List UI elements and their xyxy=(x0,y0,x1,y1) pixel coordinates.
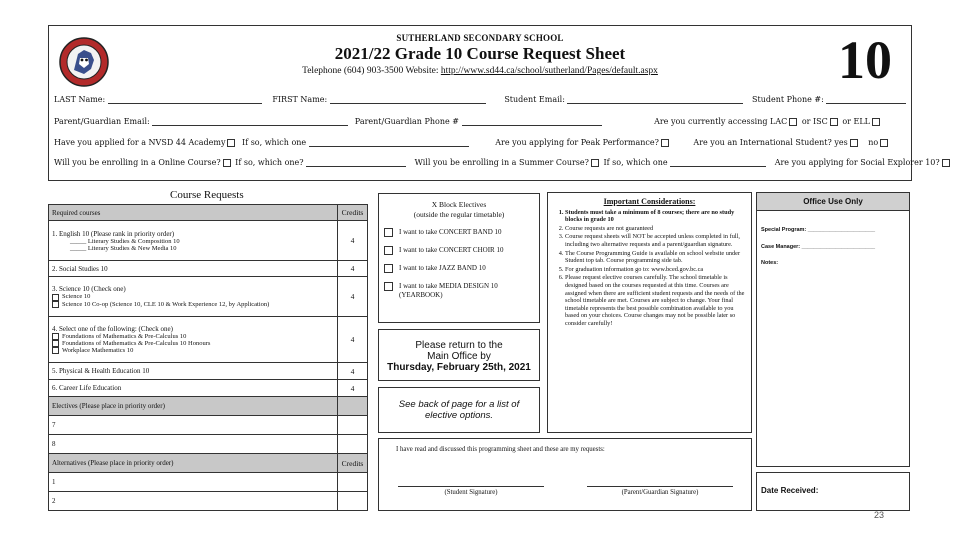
see-back-box xyxy=(378,387,540,433)
consideration-item: 4. The Course Programming Guide is available on school website under Student top tab. Course programming side tab. xyxy=(565,250,746,265)
consideration-item: 3. Course request sheets will NOT be accepted unless completed in full, including two alternative requests and a parent/guardian signature. xyxy=(565,233,746,248)
consideration-item: 2. Course requests are not guaranteed xyxy=(565,225,746,233)
electives-header-row xyxy=(49,397,368,416)
summer-which-label: If so, which one xyxy=(603,158,668,167)
xblock-title: X Block Electives xyxy=(431,200,487,209)
social-studies-label: 2. Social Studies 10 xyxy=(49,261,338,277)
phe-credits: 4 xyxy=(338,363,368,380)
page-number: 23 xyxy=(874,510,885,520)
xblock-electives-box xyxy=(378,193,540,323)
social-explorer-label: Are you applying for Social Explorer 10? xyxy=(774,158,940,167)
nvsd-academy-checkbox[interactable] xyxy=(227,139,235,147)
website-link[interactable]: http://www.sd44.ca/school/sutherland/Pages/default.aspx xyxy=(440,66,658,76)
contact-line xyxy=(0,66,960,76)
math-option-1: Foundations of Mathematics & Pre-Calculus 10 xyxy=(62,332,187,340)
concert-choir-label: I want to take CONCERT CHOIR 10 xyxy=(399,246,504,254)
consideration-item: 5. For graduation information go to: www.bced.gov.bc.ca xyxy=(565,266,746,274)
xblock-subtitle: (outside the regular timetable) xyxy=(413,210,505,219)
table-row-social-studies xyxy=(49,261,368,277)
office-case-manager: Case Manager: ________________________ xyxy=(761,244,876,250)
isc-checkbox[interactable] xyxy=(830,118,838,126)
online-which-label: If so, which one? xyxy=(235,158,304,167)
isc-label: or ISC xyxy=(801,117,828,126)
last-name-label: LAST Name: xyxy=(54,95,106,104)
student-signature-line[interactable] xyxy=(398,486,544,487)
return-line-1: Please return to the xyxy=(415,340,503,351)
xblock-option-concert-band[interactable] xyxy=(384,228,534,237)
parent-phone-label: Parent/Guardian Phone # xyxy=(354,117,459,126)
website-label: Website: xyxy=(405,66,439,76)
international-no-checkbox[interactable] xyxy=(880,139,888,147)
math-option-3-checkbox[interactable] xyxy=(52,347,59,354)
see-back-line-2: elective options. xyxy=(424,410,494,421)
see-back-line-1: See back of page for a list of xyxy=(398,399,520,410)
english-credits: 4 xyxy=(338,221,368,261)
xblock-option-media-design[interactable] xyxy=(384,282,534,300)
student-signature-label: (Student Signature) xyxy=(444,489,498,496)
math-credits: 4 xyxy=(338,317,368,363)
summer-which-field[interactable] xyxy=(670,158,766,167)
math-option-2: Foundations of Mathematics & Pre-Calculus 10 Honours xyxy=(62,339,211,347)
student-email-field[interactable] xyxy=(567,95,743,104)
online-which-field[interactable] xyxy=(306,158,406,167)
credits-header: Credits xyxy=(338,205,368,221)
first-name-field[interactable] xyxy=(330,95,486,104)
social-explorer-checkbox[interactable] xyxy=(942,159,950,167)
science-option-2-row[interactable] xyxy=(52,301,334,308)
online-course-label: Will you be enrolling in a Online Course? xyxy=(54,158,221,167)
table-row-elective-8[interactable] xyxy=(49,435,368,454)
social-studies-credits: 4 xyxy=(338,261,368,277)
grade-number: 10 xyxy=(838,30,892,90)
concert-choir-checkbox[interactable] xyxy=(384,246,393,255)
table-row-english xyxy=(49,221,368,261)
required-header-row xyxy=(49,205,368,221)
math-option-1-row[interactable] xyxy=(52,333,334,340)
concert-band-checkbox[interactable] xyxy=(384,228,393,237)
international-yes-checkbox[interactable] xyxy=(850,139,858,147)
course-requests-table xyxy=(48,204,368,511)
electives-header: Electives (Please place in priority order) xyxy=(49,397,338,416)
considerations-title: Important Considerations: xyxy=(603,197,696,206)
ell-label: or ELL xyxy=(842,117,870,126)
english-option-1[interactable]: _____ Literary Studies & Composition 10 xyxy=(70,237,180,245)
math-label: 4. Select one of the following: (Check one) xyxy=(52,324,173,333)
media-design-label: I want to take MEDIA DESIGN 10 (YEARBOOK) xyxy=(399,282,498,299)
form-row-courses xyxy=(54,158,952,167)
elective-row-8[interactable]: 8 xyxy=(49,435,338,454)
table-row-elective-7[interactable] xyxy=(49,416,368,435)
school-name: SUTHERLAND SECONDARY SCHOOL xyxy=(396,33,564,43)
office-use-title: Office Use Only xyxy=(803,197,863,206)
alternatives-header: Alternatives (Please place in priority order) xyxy=(49,454,338,473)
english-label: 1. English 10 (Please rank in priority order) xyxy=(52,229,175,238)
nvsd-academy-label: Have you applied for a NVSD 44 Academy xyxy=(54,138,226,147)
alternative-row-2[interactable]: 2 xyxy=(49,492,338,511)
math-option-1-checkbox[interactable] xyxy=(52,333,59,340)
office-notes: Notes: xyxy=(761,260,779,266)
science-credits: 4 xyxy=(338,277,368,317)
office-special-program: Special Program: ______________________ xyxy=(761,227,876,233)
elective-row-7[interactable]: 7 xyxy=(49,416,338,435)
form-row-parent xyxy=(54,117,882,126)
ell-checkbox[interactable] xyxy=(872,118,880,126)
return-line-2: Main Office by xyxy=(427,351,491,362)
cle-credits: 4 xyxy=(338,380,368,397)
cle-label: 6. Career Life Education xyxy=(49,380,338,397)
xblock-option-concert-choir[interactable] xyxy=(384,246,534,255)
international-no-label: no xyxy=(868,138,879,147)
peak-performance-label: Are you applying for Peak Performance? xyxy=(495,138,659,147)
phe-label: 5. Physical & Health Education 10 xyxy=(49,363,338,380)
international-yes-label: yes xyxy=(834,138,848,147)
last-name-field[interactable] xyxy=(108,95,262,104)
alternatives-credits-header: Credits xyxy=(338,454,368,473)
date-received-label: Date Received: xyxy=(761,486,819,495)
lac-checkbox[interactable] xyxy=(789,118,797,126)
parent-phone-field[interactable] xyxy=(462,117,602,126)
science-option-2-checkbox[interactable] xyxy=(52,301,59,308)
return-notice-box xyxy=(378,329,540,381)
alternatives-header-row xyxy=(49,454,368,473)
student-phone-label: Student Phone #: xyxy=(752,95,824,104)
sheet-title: 2021/22 Grade 10 Course Request Sheet xyxy=(334,44,626,63)
considerations-list xyxy=(553,209,746,328)
science-option-2: Science 10 Co-op (Science 10, CLE 10 & Work Experience 12, by Application) xyxy=(62,300,270,308)
table-row-alternative-1[interactable] xyxy=(49,473,368,492)
summer-course-label: Will you be enrolling in a Summer Course? xyxy=(414,158,589,167)
course-requests-title: Course Requests xyxy=(170,189,244,201)
table-row-math xyxy=(49,317,368,363)
academy-which-field[interactable] xyxy=(309,138,469,147)
peak-performance-checkbox[interactable] xyxy=(661,139,669,147)
science-label: 3. Science 10 (Check one) xyxy=(52,285,126,294)
student-email-label: Student Email: xyxy=(504,95,565,104)
first-name-label: FIRST Name: xyxy=(272,95,328,104)
math-option-2-row[interactable] xyxy=(52,340,334,347)
table-row-phe xyxy=(49,363,368,380)
online-course-checkbox[interactable] xyxy=(223,159,231,167)
jazz-band-checkbox[interactable] xyxy=(384,264,393,273)
telephone: Telephone (604) 903-3500 xyxy=(302,66,404,76)
consideration-item: 1. Students must take a minimum of 8 courses; there are no study blocks in grade 10 xyxy=(565,209,746,224)
parent-email-label: Parent/Guardian Email: xyxy=(54,117,150,126)
math-option-3: Workplace Mathematics 10 xyxy=(62,347,134,354)
english-option-2[interactable]: _____ Literary Studies & New Media 10 xyxy=(70,244,177,252)
return-date: Thursday, February 25th, 2021 xyxy=(387,362,531,373)
academy-which-label: If so, which one xyxy=(242,138,307,147)
xblock-option-jazz-band[interactable] xyxy=(384,264,534,273)
accessing-question: Are you currently accessing xyxy=(654,117,768,126)
science-option-1-checkbox[interactable] xyxy=(52,294,59,301)
concert-band-label: I want to take CONCERT BAND 10 xyxy=(399,228,502,236)
lac-label: LAC xyxy=(770,117,788,126)
jazz-band-label: I want to take JAZZ BAND 10 xyxy=(399,264,486,272)
required-header: Required courses xyxy=(49,205,338,221)
important-considerations-box xyxy=(547,192,752,433)
parent-signature-line[interactable] xyxy=(587,486,733,487)
parent-email-field[interactable] xyxy=(152,117,348,126)
consideration-item: 6. Please request elective courses carefully. The school timetable is designed based on the courses requested at this time. Courses are assigned when there are sufficient student requests and the needs of the school timetable are met. Courses are subject to change. Your final timetable represents the best possible combination available to you based on your choices. Course changes may not be possible later so consider carefully! xyxy=(565,274,746,327)
science-option-1: Science 10 xyxy=(62,293,91,301)
summer-course-checkbox[interactable] xyxy=(591,159,599,167)
media-design-checkbox[interactable] xyxy=(384,282,393,291)
international-student-label: Are you an International Student? xyxy=(693,138,832,147)
form-row-academy xyxy=(54,138,890,147)
table-row-alternative-2[interactable] xyxy=(49,492,368,511)
student-phone-field[interactable] xyxy=(826,95,906,104)
table-row-science xyxy=(49,277,368,317)
signature-statement: I have read and discussed this programming sheet and these are my requests: xyxy=(396,446,605,453)
table-row-cle xyxy=(49,380,368,397)
math-option-3-row[interactable] xyxy=(52,347,334,354)
alternative-row-1[interactable]: 1 xyxy=(49,473,338,492)
form-row-names xyxy=(54,95,906,104)
parent-signature-label: (Parent/Guardian Signature) xyxy=(621,489,699,496)
science-option-1-row[interactable] xyxy=(52,293,334,300)
math-option-2-checkbox[interactable] xyxy=(52,340,59,347)
